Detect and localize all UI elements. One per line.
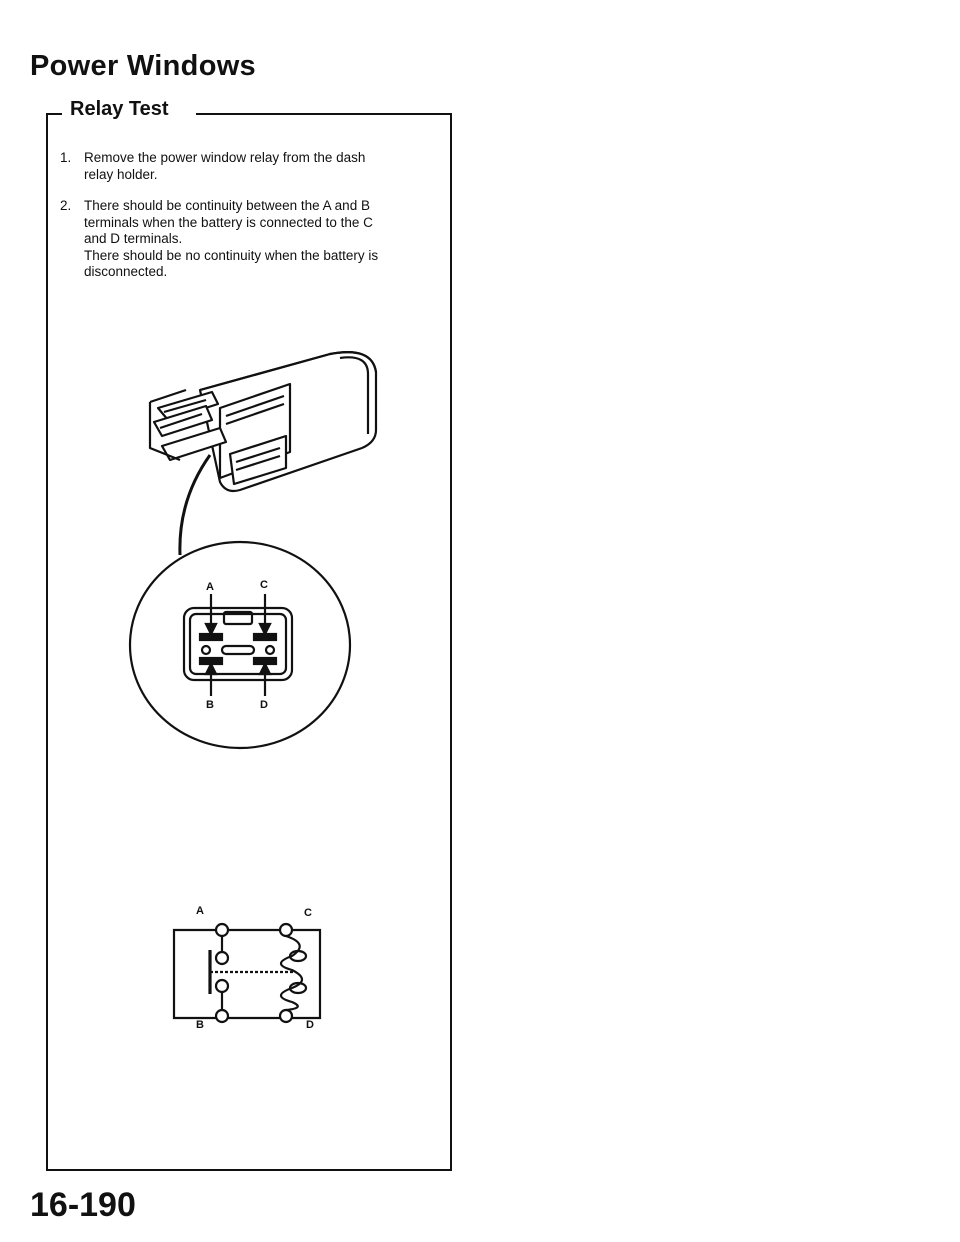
step-2 [60,198,446,281]
section-title: Relay Test [66,98,173,121]
step-text-line: disconnected. [84,264,168,279]
step-text-line: There should be no continuity when the battery is [84,247,379,263]
schematic-label-a: A [196,905,204,917]
step-text-line: relay holder. [84,166,158,182]
step-text-line: and D terminals. [84,231,183,246]
terminal-label-a: A [206,581,214,593]
page-number: 16-190 [30,1186,136,1224]
panel-title-rule [196,113,452,115]
page-title: Power Windows [30,50,256,82]
relay-schematic [170,900,326,1030]
step-text-line: Remove the power window relay from the dash [84,150,366,165]
step-1 [60,150,446,183]
step-text-line: There should be continuity between the A and B [84,198,370,213]
connector-end-view [128,540,352,750]
step-number: 1. [60,150,72,165]
panel-corner-tick [46,113,62,115]
schematic-label-c: C [304,907,312,919]
terminal-label-d: D [260,699,268,711]
terminal-label-c: C [260,579,268,591]
step-number: 2. [60,198,72,213]
step-text-line: terminals when the battery is connected to the C [84,214,373,230]
schematic-label-d: D [306,1019,314,1031]
relay-illustration [140,350,390,550]
terminal-label-b: B [206,699,214,711]
instruction-steps [60,150,446,296]
schematic-label-b: B [196,1019,204,1031]
